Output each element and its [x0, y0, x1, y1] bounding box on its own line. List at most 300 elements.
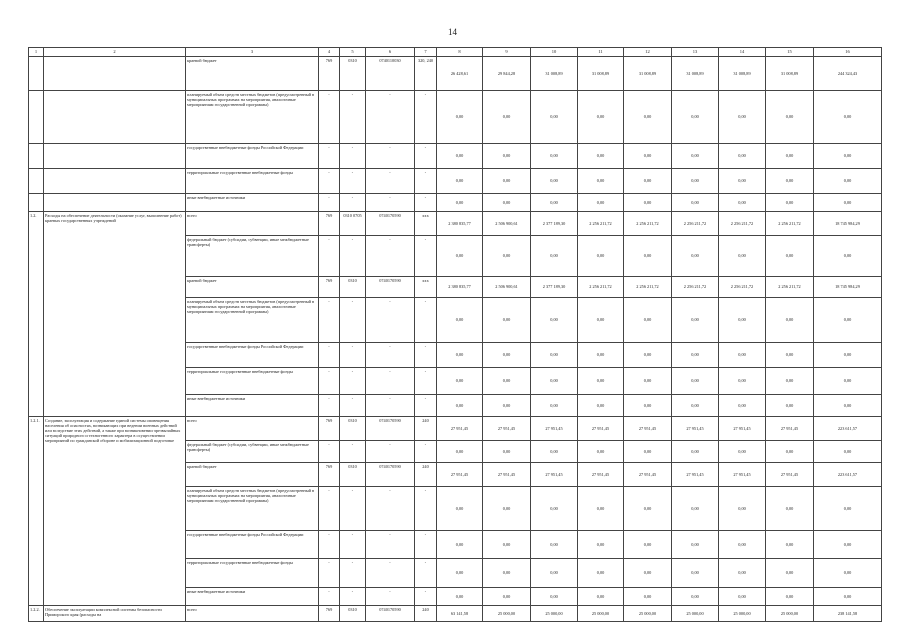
header-col-12: 12	[624, 48, 672, 57]
grbs-code: 769	[319, 57, 340, 91]
section-code: 0310	[340, 417, 366, 441]
year-value: 0,00	[531, 91, 578, 144]
year-value: 0,00	[766, 236, 814, 277]
year-value: 2 256 211,72	[624, 277, 672, 298]
funding-source: краевой бюджет	[186, 57, 319, 91]
total-value: 0,00	[814, 194, 882, 212]
year-value: 0,00	[624, 343, 672, 368]
year-value: 27 951,45	[719, 463, 766, 487]
year-value: 25 000,00	[719, 606, 766, 622]
grbs-code: -	[319, 236, 340, 277]
row-code: 1.2.2.	[29, 606, 44, 622]
year-value: 27 951,45	[672, 463, 719, 487]
total-value: 0,00	[814, 236, 882, 277]
year-value: 0,00	[437, 395, 483, 417]
row-code: 1.2.	[29, 212, 44, 417]
year-value: 0,00	[437, 194, 483, 212]
year-value: 31 008,89	[719, 57, 766, 91]
header-col-1: 1	[29, 48, 44, 57]
expense-type-code: -	[415, 487, 437, 531]
year-value: 0,00	[437, 298, 483, 343]
year-value: 2 256 211,72	[672, 212, 719, 236]
year-value: 0,00	[531, 144, 578, 169]
expense-type-code: -	[415, 144, 437, 169]
grbs-code: 769	[319, 463, 340, 487]
year-value: 31 008,89	[624, 57, 672, 91]
funding-source: территориальные государственные внебюджетные фонды	[186, 169, 319, 194]
year-value: 0,00	[437, 441, 483, 463]
year-value: 0,00	[483, 91, 531, 144]
year-value: 0,00	[531, 559, 578, 588]
year-value: 0,00	[719, 91, 766, 144]
year-value: 0,00	[531, 368, 578, 395]
year-value: 0,00	[437, 91, 483, 144]
year-value: 0,00	[437, 368, 483, 395]
table-body	[29, 48, 882, 622]
year-value: 2 256 211,72	[578, 212, 624, 236]
section-code: 0310	[340, 463, 366, 487]
year-value: 25 000,00	[766, 606, 814, 622]
year-value: 0,00	[578, 298, 624, 343]
year-value: 0,00	[578, 559, 624, 588]
year-value: 0,00	[578, 368, 624, 395]
year-value: 63 141,58	[437, 606, 483, 622]
year-value: 0,00	[672, 487, 719, 531]
year-value: 0,00	[578, 169, 624, 194]
year-value: 0,00	[624, 298, 672, 343]
year-value: 0,00	[719, 169, 766, 194]
target-code: -	[366, 298, 415, 343]
total-value: 0,00	[814, 487, 882, 531]
year-value: 2 256 211,72	[672, 277, 719, 298]
target-code: 0740170590	[366, 277, 415, 298]
grbs-code: 769	[319, 277, 340, 298]
total-value: 18 745 984,29	[814, 277, 882, 298]
grbs-code: 769	[319, 417, 340, 441]
year-value: 27 951,45	[624, 463, 672, 487]
total-value: 0,00	[814, 531, 882, 559]
year-value: 0,00	[437, 144, 483, 169]
year-value: 27 951,45	[766, 463, 814, 487]
grbs-code: -	[319, 487, 340, 531]
year-value: 2 506 900,61	[483, 277, 531, 298]
funding-source: планируемый объем средств местных бюджетов (предусмотренный в муниципальных программах на мероприятия, аналогичные мероприятиям государственной программы)	[186, 91, 319, 144]
year-value: 0,00	[672, 531, 719, 559]
section-code: -	[340, 487, 366, 531]
expense-type-code: -	[415, 194, 437, 212]
section-code: -	[340, 588, 366, 606]
year-value: 0,00	[719, 144, 766, 169]
total-value: 0,00	[814, 395, 882, 417]
year-value: 2 256 211,72	[766, 212, 814, 236]
target-code: 0740170590	[366, 463, 415, 487]
year-value: 0,00	[672, 368, 719, 395]
expense-type-code: ххх	[415, 212, 437, 236]
funding-source: федеральный бюджет (субсидии, субвенции, иные межбюджетные трансферты)	[186, 236, 319, 277]
funding-source: планируемый объем средств местных бюджетов (предусмотренный в муниципальных программах на мероприятия, аналогичные мероприятиям государственной программы)	[186, 298, 319, 343]
year-value: 0,00	[437, 559, 483, 588]
target-code: -	[366, 169, 415, 194]
header-col-15: 15	[766, 48, 814, 57]
year-value: 0,00	[719, 236, 766, 277]
section-code: -	[340, 368, 366, 395]
table-row	[29, 606, 882, 622]
expense-type-code: -	[415, 395, 437, 417]
target-code: 0740110030	[366, 57, 415, 91]
expense-type-code: -	[415, 169, 437, 194]
year-value: 0,00	[437, 531, 483, 559]
funding-source: федеральный бюджет (субсидии, субвенции, иные межбюджетные трансферты)	[186, 441, 319, 463]
year-value: 0,00	[624, 487, 672, 531]
year-value: 0,00	[719, 487, 766, 531]
year-value: 0,00	[531, 531, 578, 559]
header-col-11: 11	[578, 48, 624, 57]
year-value: 0,00	[531, 169, 578, 194]
year-value: 25 000,00	[578, 606, 624, 622]
header-col-5: 5	[340, 48, 366, 57]
year-value: 0,00	[624, 91, 672, 144]
row-name	[44, 144, 186, 169]
year-value: 0,00	[483, 588, 531, 606]
year-value: 0,00	[531, 441, 578, 463]
year-value: 0,00	[672, 144, 719, 169]
section-code: -	[340, 169, 366, 194]
year-value: 27 951,45	[672, 417, 719, 441]
year-value: 25 000,00	[531, 606, 578, 622]
grbs-code: -	[319, 588, 340, 606]
table-row	[29, 57, 882, 91]
year-value: 0,00	[672, 588, 719, 606]
target-code: -	[366, 194, 415, 212]
year-value: 0,00	[483, 368, 531, 395]
header-col-16: 16	[814, 48, 882, 57]
table-row	[29, 91, 882, 144]
expense-type-code: -	[415, 441, 437, 463]
section-code: -	[340, 343, 366, 368]
year-value: 29 844,28	[483, 57, 531, 91]
target-code: -	[366, 395, 415, 417]
row-name	[44, 194, 186, 212]
section-code: -	[340, 559, 366, 588]
year-value: 0,00	[719, 531, 766, 559]
year-value: 0,00	[719, 368, 766, 395]
expense-type-code: ххх	[415, 277, 437, 298]
year-value: 0,00	[483, 343, 531, 368]
total-value: 223 611,57	[814, 417, 882, 441]
year-value: 0,00	[672, 298, 719, 343]
year-value: 0,00	[624, 236, 672, 277]
funding-source: государственные внебюджетные фонды Российской Федерации	[186, 343, 319, 368]
year-value: 31 008,89	[672, 57, 719, 91]
year-value: 31 008,89	[531, 57, 578, 91]
row-name	[44, 91, 186, 144]
funding-source: иные внебюджетные источники	[186, 395, 319, 417]
table-row	[29, 144, 882, 169]
year-value: 0,00	[672, 194, 719, 212]
year-value: 0,00	[483, 487, 531, 531]
row-code	[29, 144, 44, 169]
total-value: 244 324,43	[814, 57, 882, 91]
year-value: 0,00	[766, 588, 814, 606]
expense-type-code: 240	[415, 606, 437, 622]
header-col-13: 13	[672, 48, 719, 57]
header-col-6: 6	[366, 48, 415, 57]
grbs-code: -	[319, 298, 340, 343]
year-value: 0,00	[437, 343, 483, 368]
year-value: 0,00	[531, 487, 578, 531]
funding-source: территориальные государственные внебюджетные фонды	[186, 368, 319, 395]
year-value: 0,00	[766, 343, 814, 368]
funding-source: всего	[186, 417, 319, 441]
year-value: 0,00	[624, 368, 672, 395]
expense-type-code: -	[415, 559, 437, 588]
year-value: 0,00	[624, 588, 672, 606]
target-code: -	[366, 368, 415, 395]
year-value: 0,00	[624, 531, 672, 559]
year-value: 27 951,45	[719, 417, 766, 441]
expense-type-code: -	[415, 531, 437, 559]
funding-source: всего	[186, 212, 319, 236]
expense-type-code: 240	[415, 463, 437, 487]
year-value: 2 256 211,72	[719, 277, 766, 298]
year-value: 0,00	[624, 395, 672, 417]
target-code: -	[366, 91, 415, 144]
year-value: 0,00	[766, 559, 814, 588]
expense-type-code: -	[415, 236, 437, 277]
section-code: -	[340, 144, 366, 169]
year-value: 25 000,00	[624, 606, 672, 622]
year-value: 0,00	[531, 194, 578, 212]
year-value: 0,00	[483, 236, 531, 277]
header-col-4: 4	[319, 48, 340, 57]
row-code	[29, 194, 44, 212]
year-value: 0,00	[531, 343, 578, 368]
year-value: 0,00	[766, 298, 814, 343]
section-code: 0310	[340, 606, 366, 622]
year-value: 0,00	[766, 169, 814, 194]
year-value: 27 951,45	[437, 417, 483, 441]
year-value: 0,00	[672, 395, 719, 417]
section-code: -	[340, 236, 366, 277]
header-col-2: 2	[44, 48, 186, 57]
year-value: 0,00	[531, 298, 578, 343]
year-value: 0,00	[578, 441, 624, 463]
expense-type-code: -	[415, 91, 437, 144]
section-code: 0310 0705	[340, 212, 366, 236]
table-row	[29, 212, 882, 236]
year-value: 0,00	[483, 144, 531, 169]
year-value: 0,00	[483, 298, 531, 343]
year-value: 0,00	[483, 194, 531, 212]
target-code: -	[366, 588, 415, 606]
header-col-8: 8	[437, 48, 483, 57]
year-value: 0,00	[672, 559, 719, 588]
grbs-code: -	[319, 343, 340, 368]
funding-source: планируемый объем средств местных бюджетов (предусмотренный в муниципальных программах на мероприятия, аналогичные мероприятиям государственной программы)	[186, 487, 319, 531]
year-value: 25 000,00	[483, 606, 531, 622]
grbs-code: -	[319, 559, 340, 588]
section-code: -	[340, 441, 366, 463]
year-value: 25 000,00	[672, 606, 719, 622]
table-row	[29, 194, 882, 212]
funding-source: иные внебюджетные источники	[186, 588, 319, 606]
target-code: -	[366, 487, 415, 531]
target-code: 0740170590	[366, 212, 415, 236]
target-code: -	[366, 144, 415, 169]
table-row	[29, 169, 882, 194]
year-value: 27 951,45	[483, 417, 531, 441]
year-value: 0,00	[766, 194, 814, 212]
year-value: 0,00	[719, 441, 766, 463]
grbs-code: -	[319, 91, 340, 144]
target-code: -	[366, 343, 415, 368]
year-value: 0,00	[672, 236, 719, 277]
grbs-code: -	[319, 441, 340, 463]
year-value: 0,00	[624, 559, 672, 588]
expense-type-code: -	[415, 588, 437, 606]
year-value: 0,00	[483, 559, 531, 588]
year-value: 0,00	[719, 559, 766, 588]
year-value: 0,00	[578, 91, 624, 144]
expense-type-code: -	[415, 368, 437, 395]
section-code: -	[340, 194, 366, 212]
year-value: 27 951,45	[531, 417, 578, 441]
year-value: 26 428,61	[437, 57, 483, 91]
funding-source: государственные внебюджетные фонды Российской Федерации	[186, 144, 319, 169]
total-value: 0,00	[814, 144, 882, 169]
total-value: 18 745 984,29	[814, 212, 882, 236]
year-value: 0,00	[672, 343, 719, 368]
expense-type-code: 240	[415, 417, 437, 441]
year-value: 0,00	[766, 368, 814, 395]
year-value: 2 380 835,77	[437, 212, 483, 236]
total-value: 0,00	[814, 298, 882, 343]
row-code	[29, 169, 44, 194]
year-value: 27 951,45	[578, 463, 624, 487]
year-value: 0,00	[672, 441, 719, 463]
grbs-code: -	[319, 531, 340, 559]
year-value: 0,00	[578, 395, 624, 417]
header-col-3: 3	[186, 48, 319, 57]
row-code	[29, 91, 44, 144]
year-value: 27 951,45	[766, 417, 814, 441]
section-code: -	[340, 531, 366, 559]
grbs-code: -	[319, 144, 340, 169]
year-value: 0,00	[766, 487, 814, 531]
year-value: 2 506 900,61	[483, 212, 531, 236]
grbs-code: -	[319, 368, 340, 395]
section-code: -	[340, 91, 366, 144]
year-value: 27 951,45	[624, 417, 672, 441]
year-value: 2 377 189,30	[531, 277, 578, 298]
section-code: -	[340, 395, 366, 417]
expense-type-code: 320, 240	[415, 57, 437, 91]
funding-source: краевой бюджет	[186, 277, 319, 298]
funding-source: иные внебюджетные источники	[186, 194, 319, 212]
year-value: 0,00	[531, 588, 578, 606]
total-value: 0,00	[814, 91, 882, 144]
year-value: 0,00	[766, 531, 814, 559]
funding-source: краевой бюджет	[186, 463, 319, 487]
year-value: 0,00	[624, 194, 672, 212]
target-code: -	[366, 236, 415, 277]
header-row	[29, 48, 882, 57]
year-value: 0,00	[624, 169, 672, 194]
year-value: 0,00	[483, 395, 531, 417]
year-value: 0,00	[578, 487, 624, 531]
year-value: 0,00	[578, 588, 624, 606]
year-value: 0,00	[766, 395, 814, 417]
year-value: 0,00	[531, 236, 578, 277]
year-value: 2 256 211,72	[578, 277, 624, 298]
header-col-9: 9	[483, 48, 531, 57]
row-name	[44, 169, 186, 194]
total-value: 0,00	[814, 343, 882, 368]
year-value: 27 951,45	[437, 463, 483, 487]
funding-source: всего	[186, 606, 319, 622]
expense-type-code: -	[415, 343, 437, 368]
year-value: 2 256 211,72	[719, 212, 766, 236]
year-value: 0,00	[672, 91, 719, 144]
total-value: 223 611,57	[814, 463, 882, 487]
grbs-code: -	[319, 395, 340, 417]
total-value: 0,00	[814, 559, 882, 588]
year-value: 0,00	[719, 588, 766, 606]
year-value: 0,00	[437, 588, 483, 606]
year-value: 0,00	[531, 395, 578, 417]
target-code: -	[366, 559, 415, 588]
total-value: 0,00	[814, 441, 882, 463]
year-value: 0,00	[578, 343, 624, 368]
target-code: -	[366, 531, 415, 559]
year-value: 31 008,89	[766, 57, 814, 91]
year-value: 0,00	[719, 298, 766, 343]
year-value: 2 377 189,30	[531, 212, 578, 236]
year-value: 0,00	[437, 487, 483, 531]
grbs-code: 769	[319, 212, 340, 236]
year-value: 0,00	[483, 441, 531, 463]
table-row	[29, 417, 882, 441]
year-value: 27 951,45	[483, 463, 531, 487]
year-value: 2 380 835,77	[437, 277, 483, 298]
year-value: 0,00	[578, 144, 624, 169]
row-code	[29, 57, 44, 91]
year-value: 0,00	[624, 144, 672, 169]
row-name: Обеспечение эксплуатации комплексной системы безопасности Приморского края (расходы на	[44, 606, 186, 622]
year-value: 27 951,45	[578, 417, 624, 441]
row-name: Создание, эксплуатация и содержание единой системы оповещения населения об опасностях, возникающих при ведении военных действий или вследствие этих действий, а также при возникновении чрезвычайных ситуаций природного и техногенного характера в осуществлении мероприятий по гражданской обороне и мобилизационной подготовке	[44, 417, 186, 606]
year-value: 0,00	[483, 531, 531, 559]
total-value: 0,00	[814, 368, 882, 395]
section-code: -	[340, 298, 366, 343]
page-number: 14	[448, 27, 457, 37]
year-value: 0,00	[483, 169, 531, 194]
header-col-10: 10	[531, 48, 578, 57]
year-value: 0,00	[766, 144, 814, 169]
total-value: 238 141,58	[814, 606, 882, 622]
section-code: 0310	[340, 57, 366, 91]
year-value: 27 951,45	[531, 463, 578, 487]
grbs-code: -	[319, 169, 340, 194]
target-code: -	[366, 441, 415, 463]
section-code: 0310	[340, 277, 366, 298]
target-code: 0740170590	[366, 606, 415, 622]
grbs-code: -	[319, 194, 340, 212]
year-value: 0,00	[719, 395, 766, 417]
target-code: 0740170590	[366, 417, 415, 441]
header-col-14: 14	[719, 48, 766, 57]
budget-table	[28, 47, 882, 622]
